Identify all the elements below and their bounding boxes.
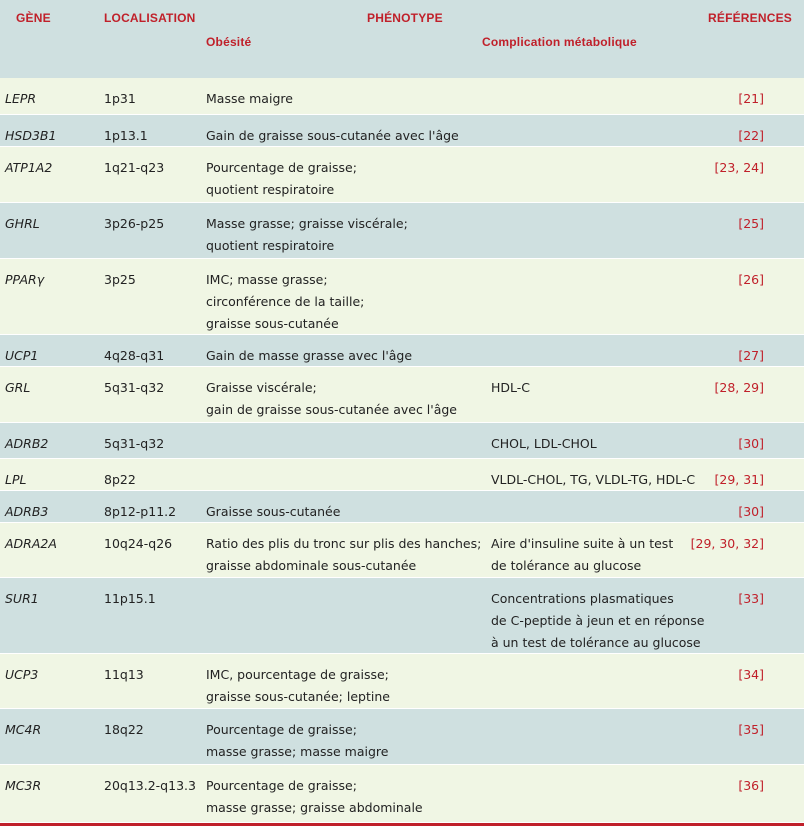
cell-ref: [29, 30, 32] bbox=[690, 536, 764, 551]
cell-obesite: Gain de graisse sous-cutanée avec l'âge bbox=[206, 128, 459, 143]
cell-loc: 18q22 bbox=[104, 722, 144, 737]
cell-gene: GRL bbox=[5, 380, 31, 395]
cell-complication: Concentrations plasmatiques de C-peptide à jeun et en réponse à un test de tolérance au glucose bbox=[491, 591, 705, 650]
cell-obesite: Masse maigre bbox=[206, 91, 293, 106]
cell-obesite: Masse grasse; graisse viscérale; quotient respiratoire bbox=[206, 216, 408, 253]
header-phenotype: PHÉNOTYPE bbox=[367, 11, 443, 25]
cell-gene: LEPR bbox=[5, 91, 37, 106]
cell-obesite: Graisse viscérale; gain de graisse sous-cutanée avec l'âge bbox=[206, 380, 457, 417]
cell-complication: CHOL, LDL-CHOL bbox=[491, 436, 597, 451]
cell-ref: [22] bbox=[738, 128, 764, 143]
cell-gene: PPARγ bbox=[5, 272, 45, 287]
cell-loc: 11p15.1 bbox=[104, 591, 156, 606]
table-row bbox=[0, 259, 804, 335]
cell-ref: [27] bbox=[738, 348, 764, 363]
cell-loc: 8p22 bbox=[104, 472, 136, 487]
header-localisation: LOCALISATION bbox=[104, 11, 196, 25]
cell-obesite: Pourcentage de graisse; masse grasse; masse maigre bbox=[206, 722, 389, 759]
cell-ref: [34] bbox=[738, 667, 764, 682]
cell-obesite: IMC; masse grasse; circonférence de la taille; graisse sous-cutanée bbox=[206, 272, 365, 331]
cell-gene: MC3R bbox=[5, 778, 42, 793]
cell-ref: [23, 24] bbox=[714, 160, 764, 175]
table-header bbox=[0, 0, 804, 78]
cell-gene: GHRL bbox=[5, 216, 40, 231]
cell-loc: 3p25 bbox=[104, 272, 136, 287]
cell-obesite: IMC, pourcentage de graisse; graisse sous-cutanée; leptine bbox=[206, 667, 390, 704]
cell-gene: UCP3 bbox=[5, 667, 39, 682]
cell-complication: VLDL-CHOL, TG, VLDL-TG, HDL-C bbox=[491, 472, 696, 487]
cell-gene: UCP1 bbox=[5, 348, 39, 363]
cell-loc: 1q21-q23 bbox=[104, 160, 165, 175]
header-gene: GÈNE bbox=[16, 11, 51, 25]
cell-loc: 4q28-q31 bbox=[104, 348, 165, 363]
cell-gene: ADRB2 bbox=[5, 436, 49, 451]
cell-ref: [30] bbox=[738, 436, 764, 451]
cell-gene: ADRB3 bbox=[5, 504, 49, 519]
cell-obesite: Pourcentage de graisse; quotient respiratoire bbox=[206, 160, 357, 197]
cell-ref: [30] bbox=[738, 504, 764, 519]
table-row bbox=[0, 203, 804, 259]
cell-loc: 1p31 bbox=[104, 91, 136, 106]
cell-gene: ADRA2A bbox=[5, 536, 57, 551]
cell-loc: 1p13.1 bbox=[104, 128, 148, 143]
cell-loc: 20q13.2-q13.3 bbox=[104, 778, 196, 793]
cell-gene: LPL bbox=[5, 472, 27, 487]
table-row bbox=[0, 459, 804, 491]
table-row bbox=[0, 578, 804, 654]
cell-loc: 8p12-p11.2 bbox=[104, 504, 177, 519]
table-row bbox=[0, 491, 804, 523]
table-row bbox=[0, 115, 804, 147]
cell-obesite: Graisse sous-cutanée bbox=[206, 504, 341, 519]
cell-ref: [26] bbox=[738, 272, 764, 287]
table-row bbox=[0, 765, 804, 823]
cell-obesite: Pourcentage de graisse; masse grasse; graisse abdominale bbox=[206, 778, 423, 815]
cell-ref: [28, 29] bbox=[714, 380, 764, 395]
cell-obesite: Gain de masse grasse avec l'âge bbox=[206, 348, 413, 363]
cell-ref: [36] bbox=[738, 778, 764, 793]
cell-ref: [33] bbox=[738, 591, 764, 606]
header-references: RÉFÉRENCES bbox=[708, 11, 793, 25]
header-complication: Complication métabolique bbox=[482, 35, 637, 49]
cell-ref: [25] bbox=[738, 216, 764, 231]
cell-complication: Aire d'insuline suite à un test de tolérance au glucose bbox=[491, 536, 674, 573]
cell-loc: 11q13 bbox=[104, 667, 144, 682]
cell-loc: 3p26-p25 bbox=[104, 216, 165, 231]
cell-obesite: Ratio des plis du tronc sur plis des hanches; graisse abdominale sous-cutanée bbox=[206, 536, 482, 573]
table-row bbox=[0, 335, 804, 367]
cell-gene: ATP1A2 bbox=[5, 160, 53, 175]
cell-complication: HDL-C bbox=[491, 380, 531, 395]
cell-gene: MC4R bbox=[5, 722, 42, 737]
cell-ref: [29, 31] bbox=[714, 472, 764, 487]
header-obesite: Obésité bbox=[206, 35, 252, 49]
cell-loc: 10q24-q26 bbox=[104, 536, 173, 551]
cell-loc: 5q31-q32 bbox=[104, 380, 165, 395]
cell-ref: [21] bbox=[738, 91, 764, 106]
table-row bbox=[0, 654, 804, 709]
cell-gene: HSD3B1 bbox=[5, 128, 57, 143]
table-row bbox=[0, 147, 804, 203]
table-row bbox=[0, 709, 804, 765]
table-row bbox=[0, 523, 804, 578]
table-row bbox=[0, 78, 804, 115]
table-row bbox=[0, 423, 804, 459]
table-row bbox=[0, 367, 804, 423]
cell-ref: [35] bbox=[738, 722, 764, 737]
cell-gene: SUR1 bbox=[5, 591, 39, 606]
table-bottom-rule bbox=[0, 823, 804, 826]
cell-loc: 5q31-q32 bbox=[104, 436, 165, 451]
